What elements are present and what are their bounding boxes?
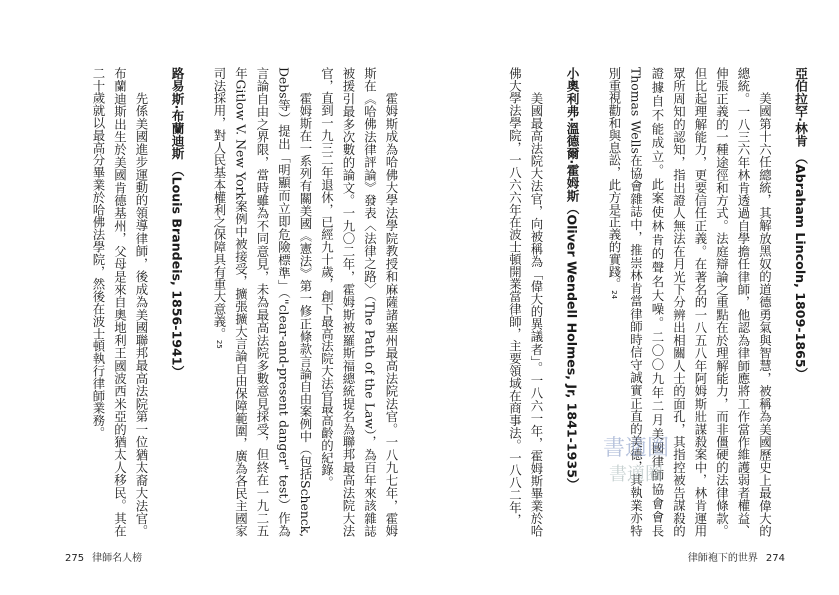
page-number: 274	[765, 553, 785, 564]
watermark-stamp	[603, 436, 669, 488]
running-title: 律師袍下的世界	[687, 553, 758, 564]
right-page	[420, 0, 839, 595]
section-heading-holmes: 小奧利弗‧溫德爾‧霍姆斯（Oliver Wendell Holmes, Jr, 1841-1935）	[564, 67, 580, 491]
section-heading-lincoln: 亞伯拉罕‧林肯 （Abraham Lincoln, 1809-1865）	[793, 67, 808, 381]
right-page-footer	[688, 549, 793, 564]
footnote-marker-25: 25	[215, 339, 223, 349]
watermark-line-1: 書適圈	[603, 436, 670, 461]
running-title: 律師名人榜	[92, 553, 143, 564]
holmes-paragraph: 美國最高法院大法官，向被稱為「偉大的異議者」。一八六一年，霍姆斯畢業於哈佛大學法學院，一八六六年在波士頓開業當律師，主要領域在商事法。一八八二年，	[507, 67, 544, 537]
footnote-marker-24: 24	[610, 290, 618, 300]
holmes-speech-paragraph: 霍姆斯在一系列有關美國《憲法》第一修正條款言論自由案例中（包括Schenck, Debs等）提出「明顯而立即危險標準」（"clear-and-present danger" test）作為言論自由之界限，當時雖為不同意見，未為最高法院多數意見採受，但終在一九二五年Gitlow V. New York案例中被接受，擴張擴大言論自由保障範圍，廣為各民主國家司法採用，對人民基本權利之保障具有重大意義。25	[212, 67, 313, 537]
left-page-footer	[57, 549, 142, 564]
page-number: 275	[65, 553, 85, 564]
section-heading-brandeis: 路易斯‧布蘭迪斯 （Louis Brandeis, 1856-1941）	[169, 67, 185, 379]
watermark-line-2: 書適圈	[609, 464, 663, 485]
left-page-text	[30, 67, 402, 537]
brandeis-paragraph: 先係美國進步運動的領導律師，後成為美國聯邦最高法院第一位猶太裔大法官。布蘭迪斯出生於美國肯德基州，父母是來自奧地利王國波西米亞的猶太人移民。其在二十歲就以最高分畢業於哈佛法學院，然後在波士頓執行律師業務。	[91, 67, 149, 537]
lincoln-paragraph: 美國第十六任總統，其解放黑奴的道德勇氣與智慧，被稱為美國歷史上最偉大的總統。一八三六年林肯透過自學擔任律師，他認為律師應將工作當作維護弱者權益、伸張正義的一種途徑和方式。法庭辯論之重點在於理解能力，而非僵硬的法律條款。但比起理解能力，更要信任正義。在著名的一八五八年阿姆斯壯謀殺案中，林肯運用眾所周知的認知，指出證人無法在月光下分辨出相關人士的面孔，其指控被告謀殺的證據自不能成立。此案使林肯的聲名大噪。二〇〇九年二月美國律師協會會長Thomas Wells在協會雜誌中，推崇林肯當律師時信守誠實正直的美德，其執業亦特別重視勸和與息訟，此方是正義的實踐。24	[607, 67, 773, 537]
holmes-continuation-paragraph: 霍姆斯成為哈佛大學法學院教授和麻薩諸塞州最高法院法官。一八九七年，霍姆斯在《哈佛法律評論》發表〈法律之路〉（The Path of the Law），為百年來該雜誌被援引最多次數的論文。一九〇二年，霍姆斯被羅斯福總統提名為聯邦最高法院大法官，直到一九三二年退休，已經九十歲，創下最高法院大法官最高齡的紀錄。	[319, 67, 399, 537]
